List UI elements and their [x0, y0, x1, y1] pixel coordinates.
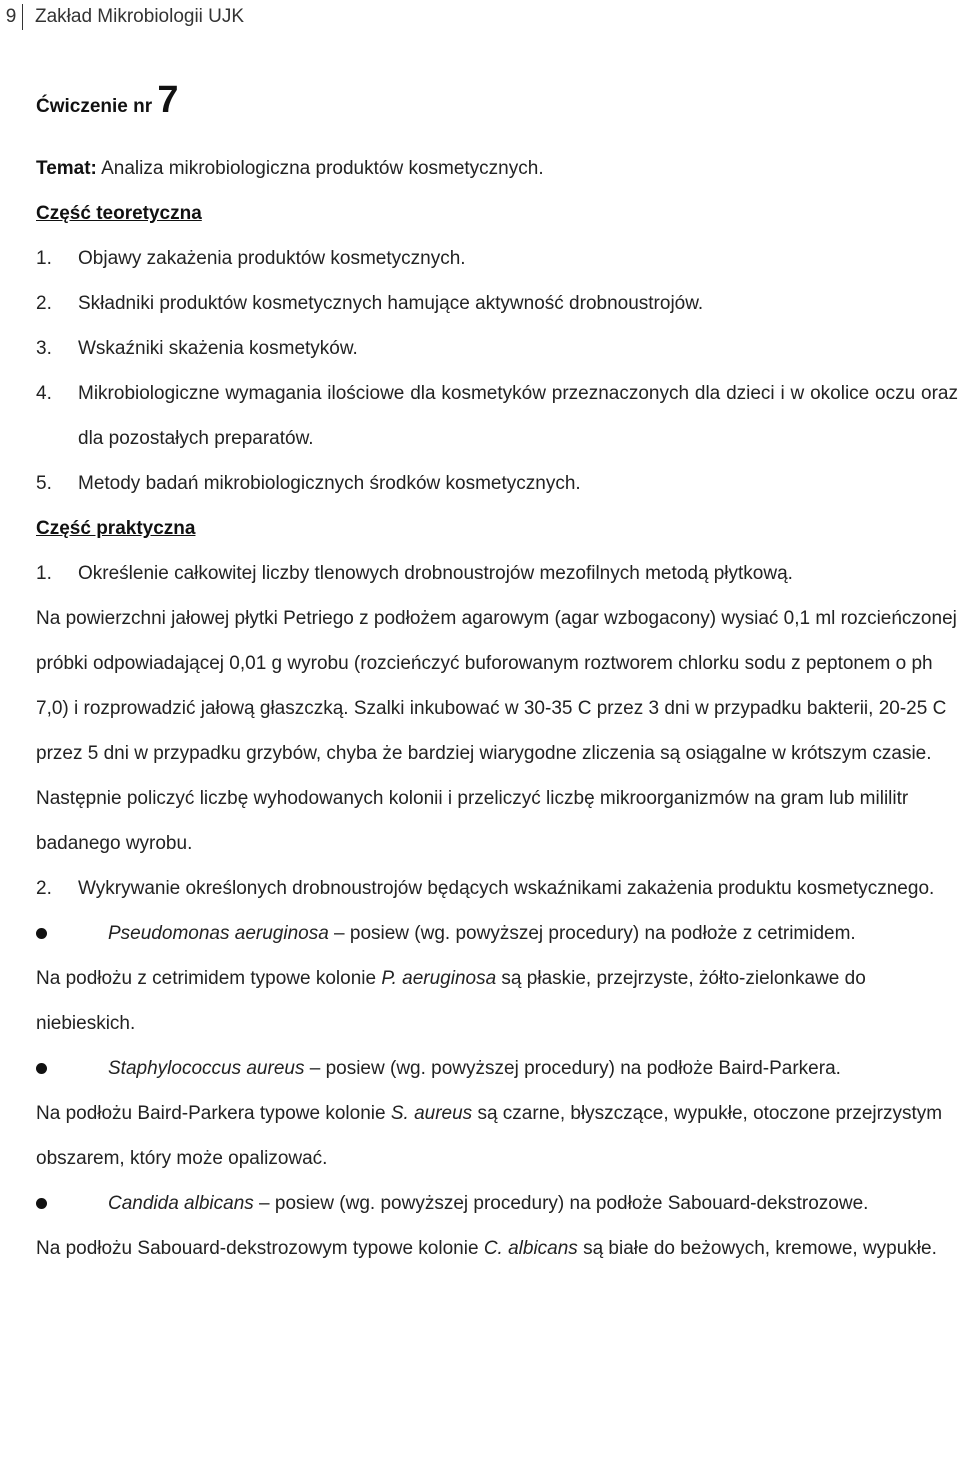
header-unit: Zakład Mikrobiologii UJK [35, 6, 245, 27]
practice-item-2: 2. Wykrywanie określonych drobnoustrojów będących wskaźnikami zakażenia produktu kosmetycznego. [36, 878, 935, 899]
bullet-staphylococcus: Staphylococcus aureus – posiew (wg. powyższej procedury) na podłoże Baird-Parkera. [36, 1046, 958, 1091]
bullet-icon [36, 1046, 108, 1091]
bullet-icon [36, 1181, 108, 1226]
topic-text: Analiza mikrobiologiczna produktów kosmetycznych. [96, 158, 544, 179]
theory-heading: Część teoretyczna [36, 203, 202, 224]
procedure-paragraph: Na powierzchni jałowej płytki Petriego z podłożem agarowym (agar wzbogacony) wysiać 0,1 ml rozcieńczonej próbki odpowiadającej 0,01 g wyrobu (rozcieńczyć buforowanym roztworem chlorku sodu z peptonem o ph 7,0) i rozprowadzić jałową głaszczką. Szalki inkubować w 30-35 C przez 3 dni w przypadku bakterii, 20-25 C przez 5 dni w przypadku grzybów, chyba że bardziej wiarygodne zliczenia są osiągalne w krótszym czasie. Następnie policzyć liczbę wyhodowanych kolonii i przeliczyć liczbę mikroorganizmów na gram lub mililitr badanego wyrobu. [36, 608, 957, 854]
practice-item-1: 1. Określenie całkowitej liczby tlenowych drobnoustrojów mezofilnych metodą płytkową. [36, 563, 793, 584]
list-item: 5. Metody badań mikrobiologicznych środków kosmetycznych. [36, 473, 581, 494]
topic-line [36, 146, 958, 191]
pseudomonas-description: Na podłożu z cetrimidem typowe kolonie P. aeruginosa są płaskie, przejrzyste, żółto-zielonkawe do niebieskich. [36, 968, 866, 1034]
bullet-pseudomonas: Pseudomonas aeruginosa – posiew (wg. powyższej procedury) na podłoże z cetrimidem. [36, 911, 958, 956]
staphylococcus-description: Na podłożu Baird-Parkera typowe kolonie S. aureus są czarne, błyszczące, wypukłe, otoczone przejrzystym obszarem, który może opalizować. [36, 1103, 943, 1169]
exercise-title: Ćwiczenie nr 7 [36, 79, 179, 121]
list-item: 2. Składniki produktów kosmetycznych hamujące aktywność drobnoustrojów. [36, 293, 704, 314]
bullet-candida: Candida albicans – posiew (wg. powyższej procedury) na podłoże Sabouard-dekstrozowe. [36, 1181, 958, 1226]
bullet-icon [36, 911, 108, 956]
page-number: 9 [5, 6, 17, 27]
page-header [0, 4, 244, 30]
document-body [36, 80, 958, 1271]
practice-heading: Część praktyczna [36, 518, 196, 539]
topic-label: Temat: [36, 158, 97, 179]
theory-list [36, 236, 958, 506]
candida-description: Na podłożu Sabouard-dekstrozowym typowe kolonie C. albicans są białe do beżowych, kremowe, wypukłe. [36, 1238, 937, 1259]
exercise-number: 7 [157, 79, 179, 121]
header-divider [22, 4, 23, 30]
list-item: 3. Wskaźniki skażenia kosmetyków. [36, 338, 358, 359]
list-item: 4. Mikrobiologiczne wymagania ilościowe dla kosmetyków przeznaczonych dla dzieci i w okolice oczu oraz dla pozostałych preparatów. [36, 383, 958, 449]
list-item: 1. Objawy zakażenia produktów kosmetycznych. [36, 248, 466, 269]
